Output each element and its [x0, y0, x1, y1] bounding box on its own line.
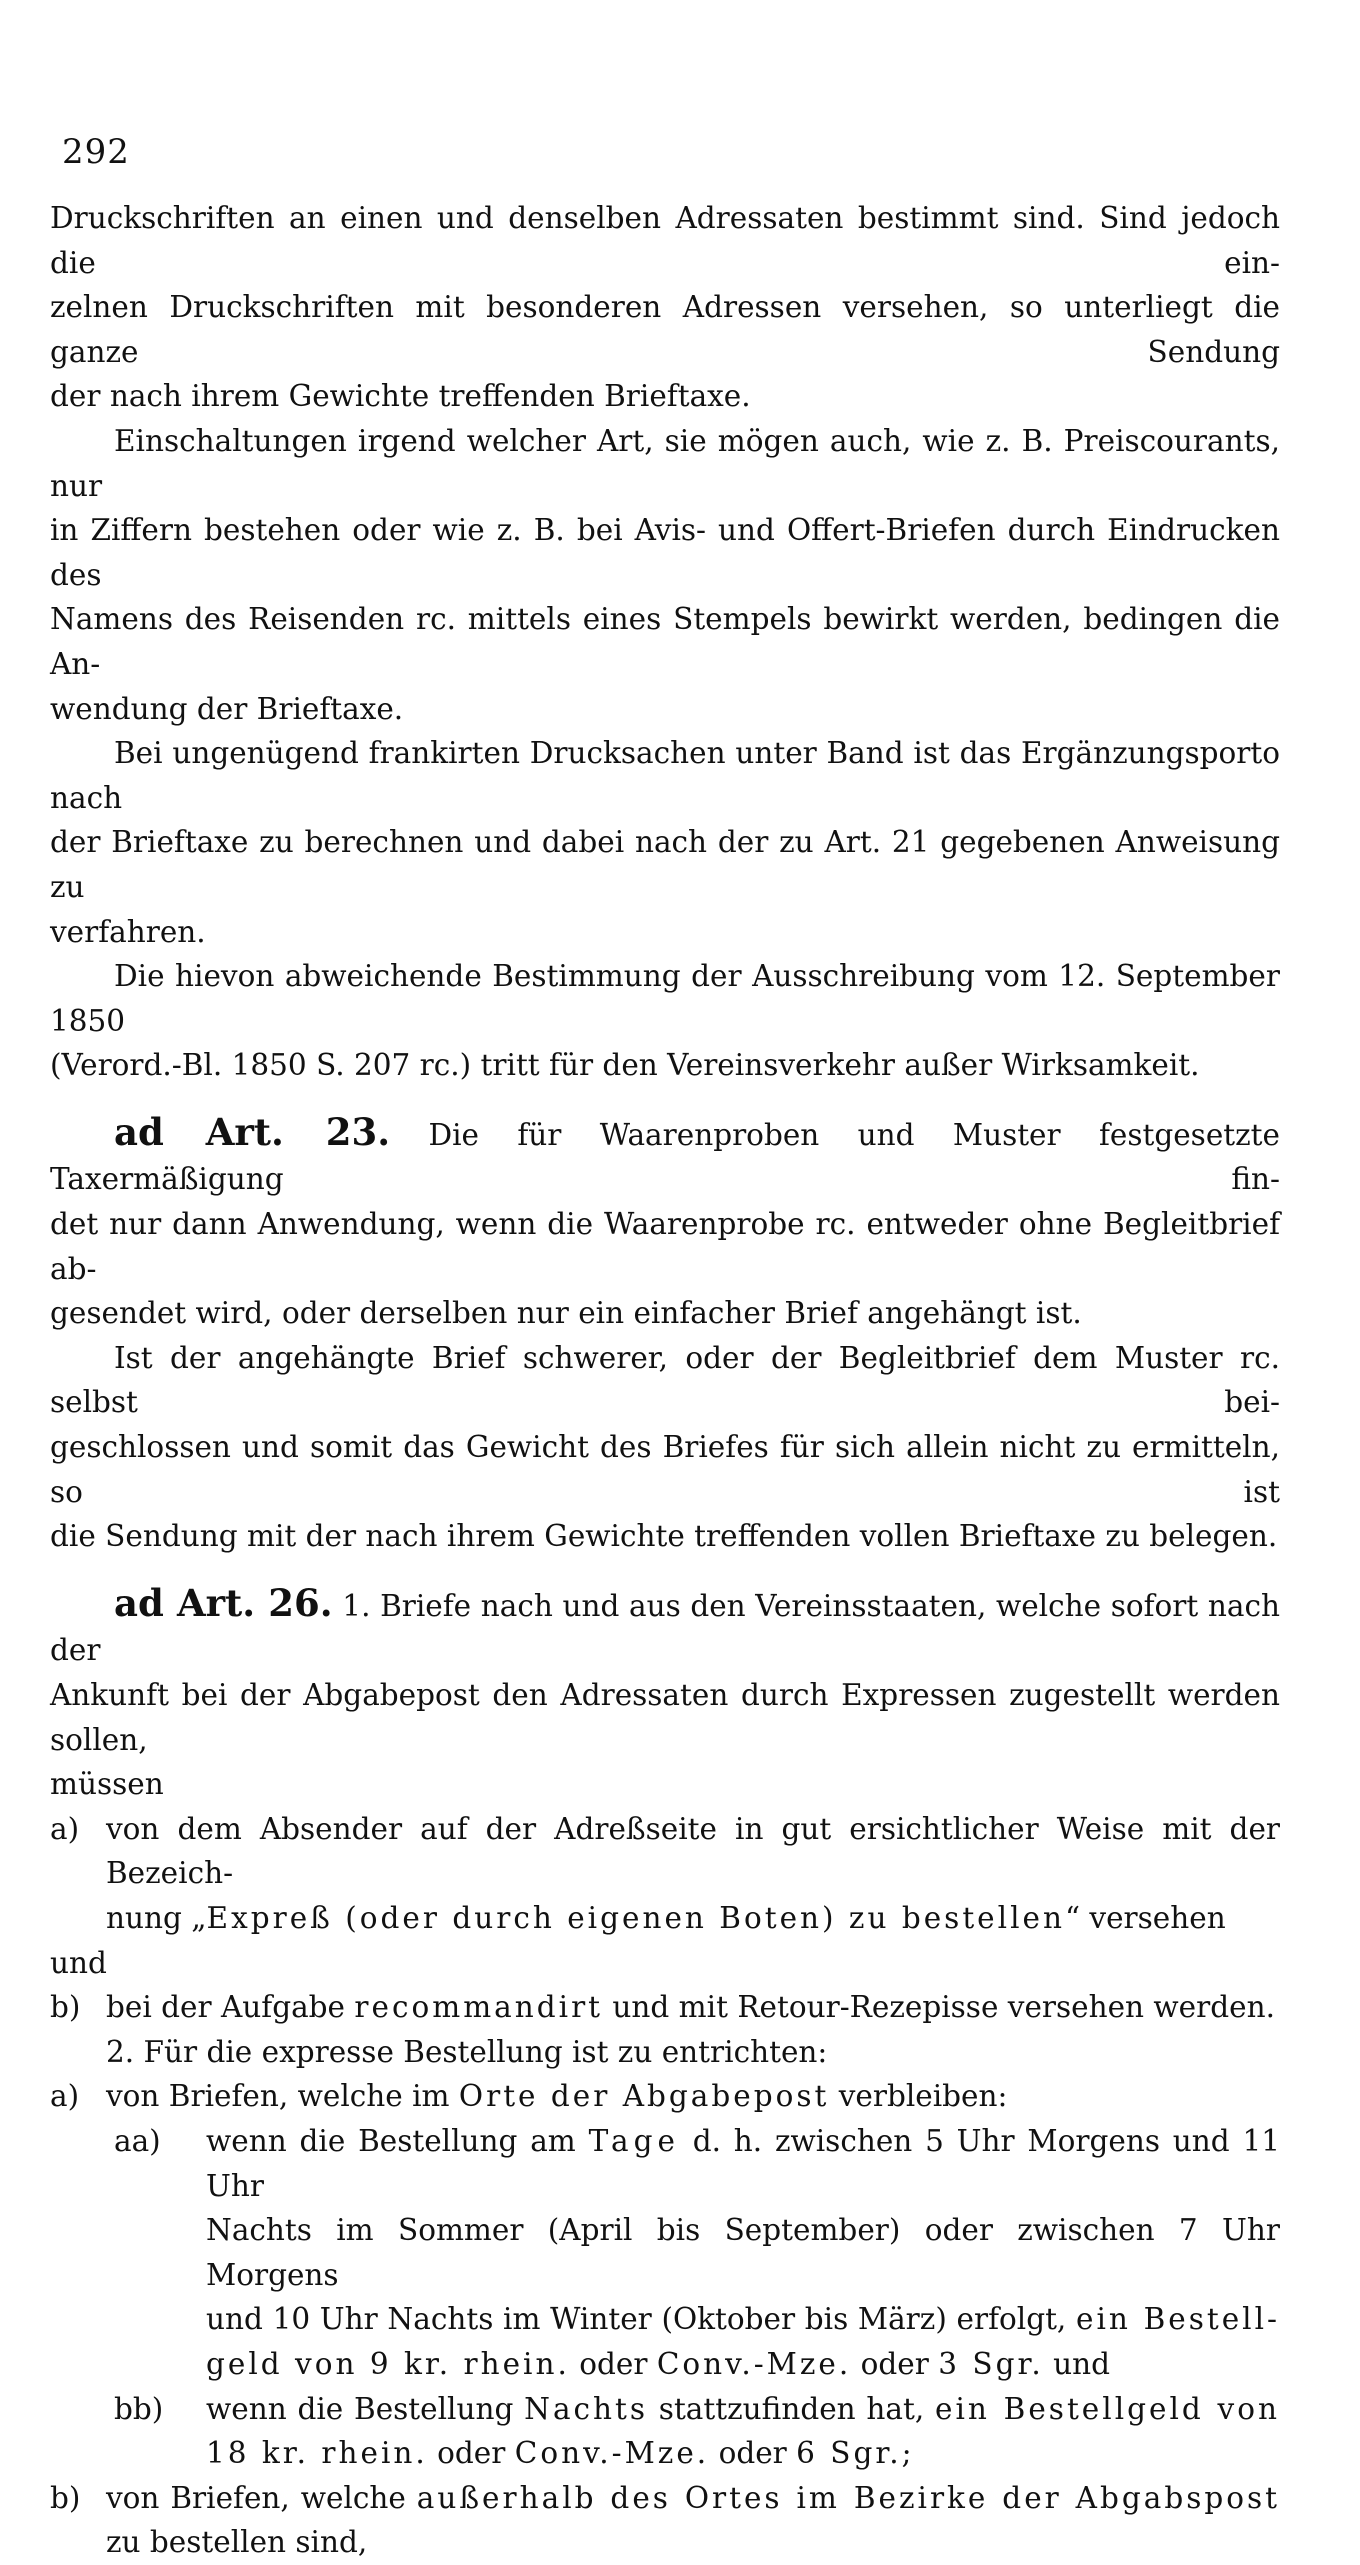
list-item-bb: [50, 2387, 1280, 2476]
section-lead: 1. Briefe nach und aus den Vereinsstaaten, welche sofort nach der: [50, 1588, 1280, 1668]
section-art-23: [50, 1110, 1280, 1336]
text-line: geschlossen und somit das Gewicht des Briefes für sich allein nicht zu ermitteln, so ist: [50, 1430, 1280, 1509]
section-heading: ad Art. 23.: [114, 1109, 391, 1154]
list-item-b2: [50, 2476, 1280, 2565]
text-run: bei der Aufgabe: [106, 1990, 355, 2025]
text-line: gesendet wird, oder derselben nur ein einfacher Brief angehängt ist.: [50, 1296, 1082, 1331]
list-label: a): [50, 2079, 80, 2114]
numbered-clause-2: 2. Für die expresse Bestellung ist zu entrichten:: [106, 2034, 828, 2069]
paragraph-6: [50, 1336, 1280, 1559]
text-run: von Briefen, welche: [106, 2480, 417, 2515]
list-label: b): [50, 2480, 81, 2515]
text-line: zu bestellen sind,: [106, 2525, 368, 2560]
text-line: Namens des Reisenden rc. mittels eines Stempels bewirkt werden, bedingen die An-: [50, 602, 1280, 681]
list-item-a: [50, 1807, 1280, 1941]
text-run: oder: [569, 2346, 657, 2381]
text-line: [206, 2297, 1280, 2342]
text-run: “ versehen: [1064, 1900, 1226, 1935]
text-run: oder: [427, 2436, 515, 2471]
spaced-text: Nachts: [524, 2391, 649, 2426]
list-label: a): [50, 1811, 80, 1846]
text-run: stattzufinden hat,: [648, 2391, 936, 2426]
text-line: [50, 1581, 1280, 1673]
section-heading: ad Art. 26.: [114, 1580, 333, 1625]
text-line: [206, 2342, 1280, 2387]
section-lead: Die für Waarenproben und Muster festgesetzte Taxermäßigung fin-: [50, 1117, 1280, 1197]
spaced-text: ein Bestellgeld von: [935, 2391, 1280, 2426]
text-line: [106, 2476, 1280, 2521]
text-line: die Sendung mit der nach ihrem Gewichte treffenden vollen Brieftaxe zu belegen.: [50, 1519, 1278, 1554]
spaced-text: Tage: [588, 2123, 680, 2158]
paragraph-3: [50, 731, 1280, 954]
spaced-text: geld von 9 kr. rhein.: [206, 2346, 570, 2381]
text-run: d. h. zwischen 5 Uhr Morgens und 11 Uhr: [206, 2123, 1280, 2203]
text-run: oder: [709, 2436, 797, 2471]
paragraph-1: [50, 196, 1280, 419]
list-item-b: [50, 1985, 1280, 2030]
page-text: [50, 196, 1280, 2565]
text-line: [106, 1985, 1280, 2030]
text-run: wenn die Bestellung: [206, 2391, 525, 2426]
paragraph-2: [50, 419, 1280, 731]
list-label: aa): [114, 2123, 161, 2158]
text-run: ;: [901, 2436, 912, 2471]
text-run: verbleiben:: [829, 2079, 1008, 2114]
list-item-a2: [50, 2074, 1280, 2119]
text-run: und 10 Uhr Nachts im Winter (Oktober bis März) erfolgt,: [206, 2302, 1076, 2337]
spaced-text: 3 Sgr.: [938, 2346, 1044, 2381]
text-line: Die hievon abweichende Bestimmung der Ausschreibung vom 12. September 1850: [50, 959, 1280, 1038]
text-line: [50, 1110, 1280, 1202]
text-run: und mit Retour-Rezepisse versehen werden.: [603, 1990, 1275, 2025]
section-art-26: [50, 1581, 1280, 1807]
text-line: [106, 1896, 1280, 1941]
text-line: Druckschriften an einen und denselben Adressaten bestimmt sind. Sind jedoch die ein-: [50, 201, 1280, 280]
text-line: müssen: [50, 1767, 164, 1802]
text-line: verfahren.: [50, 914, 206, 949]
spaced-text: Conv.-Mze.: [656, 2346, 852, 2381]
spaced-text: recommandirt: [354, 1990, 604, 2025]
text-run: oder: [851, 2346, 939, 2381]
text-line: von dem Absender auf der Adreßseite in gut ersichtlicher Weise mit der Bezeich-: [106, 1811, 1280, 1891]
text-line: (Verord.-Bl. 1850 S. 207 rc.) tritt für den Vereinsverkehr außer Wirksamkeit.: [50, 1048, 1200, 1083]
text-line: wendung der Brieftaxe.: [50, 691, 404, 726]
text-line: [206, 2119, 1280, 2208]
text-line: in Ziffern bestehen oder wie z. B. bei Avis- und Offert-Briefen durch Eindrucken des: [50, 513, 1280, 592]
spaced-text: Conv.-Mze.: [514, 2436, 710, 2471]
list-label: bb): [114, 2391, 164, 2426]
text-line: der nach ihrem Gewichte treffenden Brieftaxe.: [50, 379, 751, 414]
text-line: Bei ungenügend frankirten Drucksachen unter Band ist das Ergänzungsporto nach: [50, 736, 1280, 815]
text-line: der Brieftaxe zu berechnen und dabei nach der zu Art. 21 gegebenen Anweisung zu: [50, 825, 1280, 904]
text-line: [106, 2074, 1280, 2119]
text-line: Nachts im Sommer (April bis September) oder zwischen 7 Uhr Morgens: [206, 2213, 1280, 2292]
text-line: det nur dann Anwendung, wenn die Waarenprobe rc. entweder ohne Begleitbrief ab-: [50, 1207, 1280, 1286]
text-line: Ist der angehängte Brief schwerer, oder der Begleitbrief dem Muster rc. selbst bei-: [50, 1340, 1280, 1420]
list-label: b): [50, 1990, 81, 2025]
text-run: von Briefen, welche im: [106, 2079, 459, 2114]
paragraph-4: [50, 954, 1280, 1088]
spaced-text: ein Bestell-: [1076, 2302, 1280, 2337]
text-line: Ankunft bei der Abgabepost den Adressaten durch Expressen zugestellt werden sollen,: [50, 1678, 1280, 1757]
text-run: nung „: [106, 1900, 207, 1935]
spaced-text: Expreß (oder durch eigenen Boten) zu bestellen: [206, 1900, 1065, 1935]
text-line: Einschaltungen irgend welcher Art, sie mögen auch, wie z. B. Preiscourants, nur: [50, 423, 1280, 503]
text-run: und: [1043, 2346, 1110, 2381]
list-item-aa: [50, 2119, 1280, 2387]
spaced-text: 18 kr. rhein.: [206, 2436, 428, 2471]
text-line: zelnen Druckschriften mit besonderen Adressen versehen, so unterliegt die ganze Sendung: [50, 290, 1280, 369]
spaced-text: außerhalb des Ortes im Bezirke der Abgabspost: [416, 2480, 1280, 2515]
page-number: 292: [62, 132, 130, 172]
text-line: [206, 2431, 1280, 2476]
text-line: [206, 2387, 1280, 2432]
spaced-text: Orte der Abgabepost: [458, 2079, 830, 2114]
connector-und: und: [50, 1945, 107, 1980]
spaced-text: 6 Sgr.: [796, 2436, 902, 2471]
text-run: wenn die Bestellung am: [206, 2123, 589, 2158]
